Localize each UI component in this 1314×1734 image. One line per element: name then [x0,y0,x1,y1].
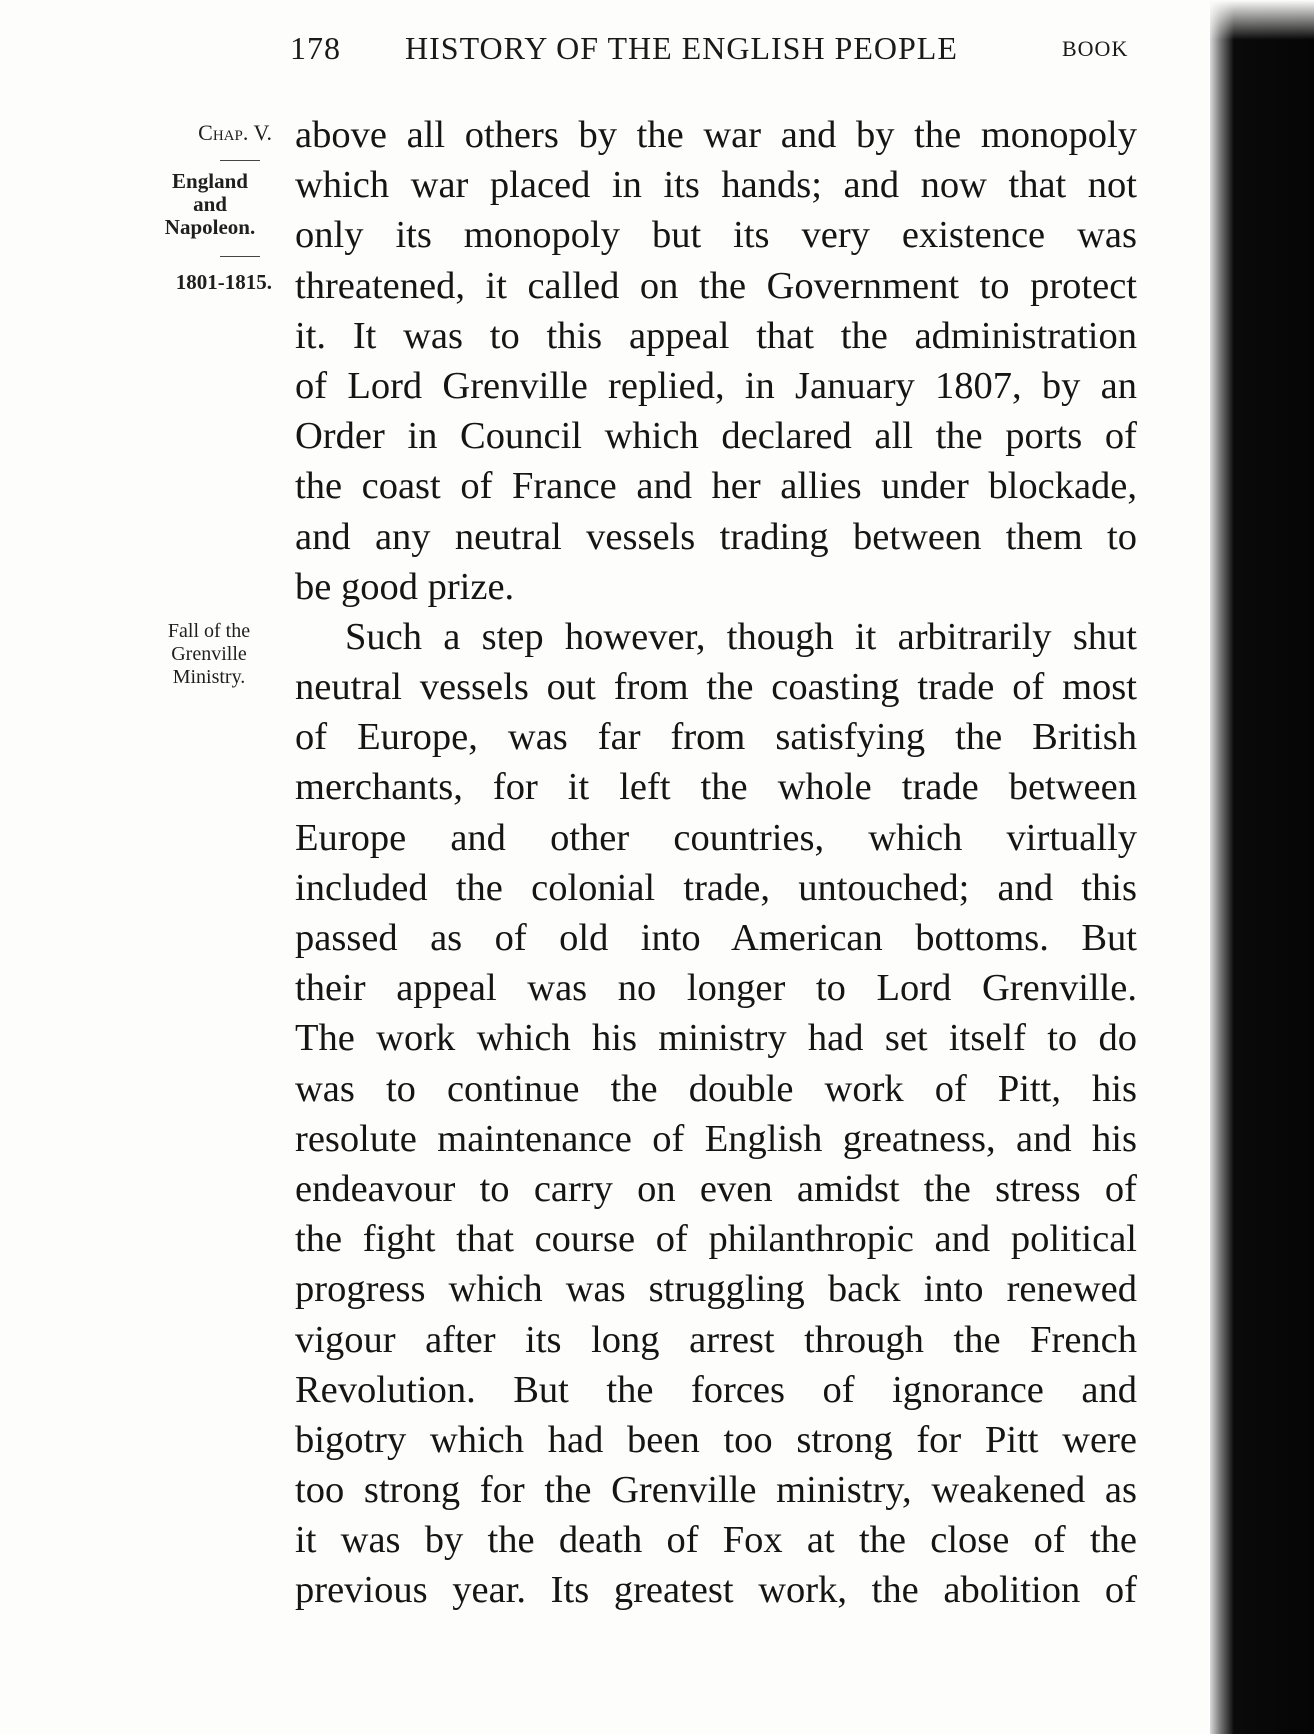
text-line: Such a step however, though it arbitrarily shut [345,615,1137,658]
text-line: neutral vessels out from the coasting trade of most [295,666,1137,709]
text-line: passed as of old into American bottoms. But [295,917,1137,959]
text-line: previous year. Its greatest work, the abolition of [295,1569,1137,1612]
text-line: vigour after its long arrest through the French [295,1318,1137,1361]
text-line: it. It was to this appeal that the administration [295,314,1137,357]
margin-subtopic-line: Ministry. [172,666,246,688]
body-text [295,110,1137,1616]
text-line: Revolution. But the forces of ignorance and [295,1368,1137,1411]
text-line: only its monopoly but its very existence was [295,214,1137,257]
margin-topic-line: England [172,169,248,193]
page-number: 178 [290,30,341,66]
text-line: endeavour to carry on even amidst the stress of [295,1167,1137,1210]
page-edge-shadow [1210,0,1314,1734]
text-line: included the colonial trade, untouched; and this [295,866,1137,909]
text-line: resolute maintenance of English greatness, and his [295,1117,1137,1160]
text-line: of Lord Grenville replied, in January 1807, by an [295,364,1137,407]
text-line: above all others by the war and by the monopoly [295,114,1137,156]
margin-topic [145,170,275,239]
margin-subtopic-line: Grenville [171,643,247,665]
page-edge-fade [1210,0,1314,40]
margin-dates: 1801-1815. [175,270,272,294]
margin-topic-line: Napoleon. [164,215,256,239]
text-line: and any neutral vessels trading between them to [295,515,1137,558]
margin-rule [220,256,260,257]
running-header [290,30,1140,70]
book-label: BOOK [1062,36,1129,61]
text-line: merchants, for it left the whole trade between [295,766,1137,809]
text-line: progress which was struggling back into renewed [295,1268,1137,1311]
text-line: threatened, it called on the Government to protect [295,264,1137,307]
text-line: the fight that course of philanthropic and political [295,1218,1137,1261]
text-line: their appeal was no longer to Lord Grenville. [295,967,1137,1010]
text-line: it was by the death of Fox at the close of the [295,1519,1137,1562]
text-line: was to continue the double work of Pitt, his [295,1067,1137,1110]
text-line: bigotry which had been too strong for Pitt were [295,1418,1137,1461]
text-line: Europe and other countries, which virtually [295,816,1137,859]
margin-topic-line: and [193,192,227,216]
text-line: too strong for the Grenville ministry, weakened as [295,1469,1137,1512]
margin-subtopic [140,620,278,689]
margin-rule [220,160,260,161]
text-line: the coast of France and her allies under blockade, [295,465,1137,508]
margin-chapter: Chap. V. [198,120,272,145]
text-line: The work which his ministry had set itself to do [295,1017,1137,1060]
text-line: Order in Council which declared all the ports of [295,415,1137,458]
text-line: be good prize. [295,565,515,608]
running-title: HISTORY OF THE ENGLISH PEOPLE [405,30,958,66]
text-line: of Europe, was far from satisfying the British [295,716,1137,759]
text-line: which war placed in its hands; and now that not [295,164,1137,207]
margin-subtopic-line: Fall of the [167,620,251,642]
